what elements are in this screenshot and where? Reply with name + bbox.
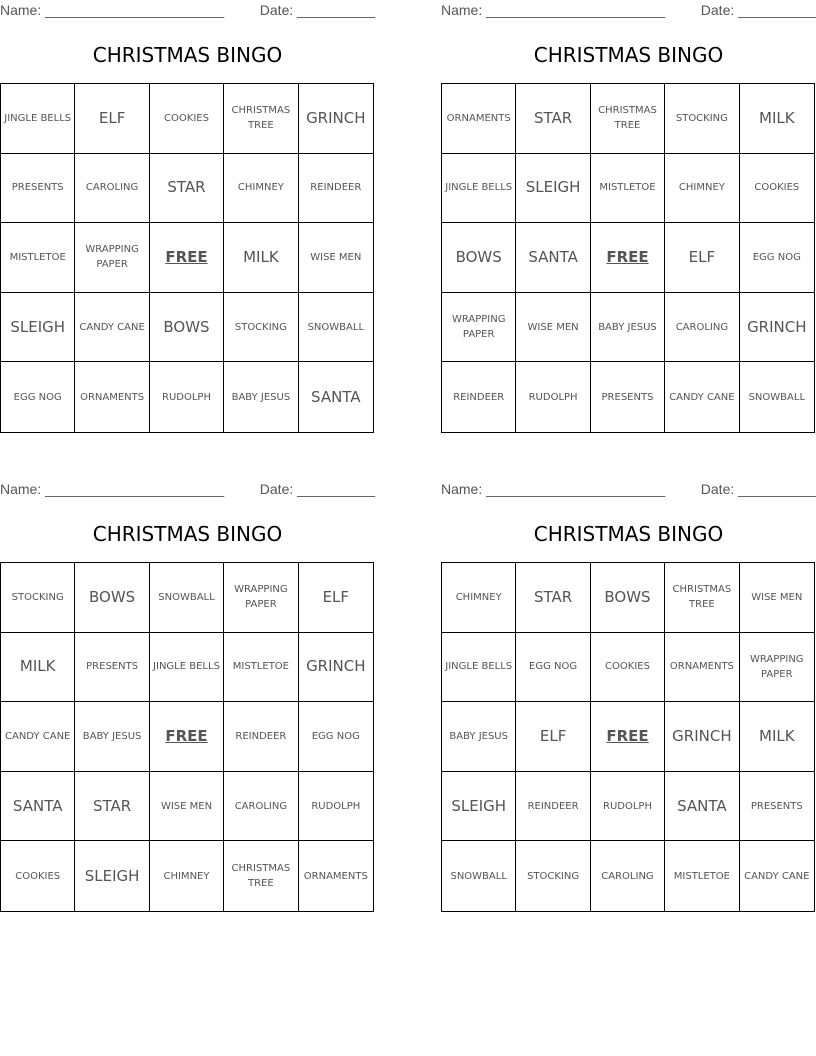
bingo-cell: CAROLING [665,293,739,363]
bingo-cell: SNOWBALL [299,293,373,363]
bingo-cell: WRAPPING PAPER [740,633,814,703]
bingo-cell: COOKIES [1,841,75,911]
bingo-cell: MILK [224,223,298,293]
bingo-cell: GRINCH [740,293,814,363]
bingo-cell: PRESENTS [1,154,75,224]
bingo-cell: CHRISTMAS TREE [224,841,298,911]
bingo-cell: WISE MEN [150,772,224,842]
bingo-cell: GRINCH [299,84,373,154]
bingo-cell: CHRISTMAS TREE [665,563,739,633]
bingo-cell: STOCKING [1,563,75,633]
bingo-cell: BOWS [75,563,149,633]
bingo-cell: WISE MEN [299,223,373,293]
bingo-grid [441,562,815,912]
bingo-cell: SANTA [516,223,590,293]
date-field: Date: __________ [700,481,816,497]
bingo-cell: ELF [665,223,739,293]
bingo-cell: STAR [150,154,224,224]
bingo-cell: GRINCH [665,702,739,772]
bingo-cell: BABY JESUS [75,702,149,772]
bingo-cell: STOCKING [516,841,590,911]
bingo-cell: SLEIGH [442,772,516,842]
bingo-cell: CANDY CANE [744,870,810,882]
bingo-cell: CHRISTMAS TREE [224,84,298,154]
bingo-cell: RUDOLPH [591,772,665,842]
bingo-grid [441,83,815,433]
bingo-cell: STAR [516,84,590,154]
bingo-cell: CHIMNEY [150,841,224,911]
bingo-cell: RUDOLPH [150,362,224,432]
bingo-cell: JINGLE BELLS [1,84,75,154]
bingo-cell: CANDY CANE [665,362,739,432]
bingo-grid [0,562,374,912]
bingo-cell: RUDOLPH [299,772,373,842]
bingo-cell: RUDOLPH [516,362,590,432]
bingo-cell: SNOWBALL [150,563,224,633]
bingo-cell: PRESENTS [740,772,814,842]
bingo-cell: REINDEER [224,702,298,772]
bingo-cell: CANDY CANE [75,293,149,363]
bingo-cell: CHIMNEY [442,563,516,633]
bingo-cell: WISE MEN [516,293,590,363]
bingo-cell: COOKIES [150,84,224,154]
bingo-cell: BOWS [591,563,665,633]
bingo-cell: CAROLING [75,154,149,224]
free-space: FREE [150,702,224,772]
card-title: CHRISTMAS BINGO [92,43,283,67]
bingo-cell: ELF [75,84,149,154]
bingo-cell: SLEIGH [1,293,75,363]
bingo-cell: SNOWBALL [442,841,516,911]
bingo-cell: EGG NOG [299,702,373,772]
bingo-cell: EGG NOG [740,223,814,293]
bingo-cell: SANTA [311,387,361,406]
bingo-cell: COOKIES [591,633,665,703]
bingo-cell: COOKIES [740,154,814,224]
bingo-cell: REINDEER [442,362,516,432]
bingo-cell: MILK [740,84,814,154]
bingo-cell: BABY JESUS [442,702,516,772]
bingo-cell: STAR [516,563,590,633]
bingo-cell: SNOWBALL [748,391,806,403]
card-title: CHRISTMAS BINGO [92,522,283,546]
bingo-cell: JINGLE BELLS [150,633,224,703]
bingo-cell: WISE MEN [740,563,814,633]
bingo-cell: MISTLETOE [665,841,739,911]
bingo-cell: SLEIGH [75,841,149,911]
free-space: FREE [591,702,665,772]
bingo-cell: CHIMNEY [665,154,739,224]
bingo-cell: STOCKING [224,293,298,363]
bingo-cell: ELF [516,702,590,772]
bingo-cell: SLEIGH [516,154,590,224]
bingo-cell: GRINCH [299,633,373,703]
name-field: Name: _______________________ [0,481,225,497]
bingo-cell: ORNAMENTS [75,362,149,432]
bingo-cell: WRAPPING PAPER [224,563,298,633]
free-space: FREE [150,223,224,293]
card-title: CHRISTMAS BINGO [533,522,724,546]
bingo-cell: SANTA [665,772,739,842]
bingo-cell: STAR [75,772,149,842]
date-field: Date: __________ [259,481,375,497]
bingo-cell: PRESENTS [591,362,665,432]
card-header [0,481,375,499]
bingo-cell: JINGLE BELLS [442,154,516,224]
free-space: FREE [591,223,665,293]
bingo-cell: MISTLETOE [591,154,665,224]
card-header [441,2,816,20]
bingo-cell: MISTLETOE [224,633,298,703]
bingo-cell: ORNAMENTS [442,84,516,154]
bingo-cell: CAROLING [591,841,665,911]
bingo-cell: BOWS [442,223,516,293]
bingo-cell: REINDEER [299,154,373,224]
bingo-cell: PRESENTS [75,633,149,703]
date-field: Date: __________ [259,2,375,18]
card-header [441,481,816,499]
bingo-cell: MILK [740,702,814,772]
bingo-cell: WRAPPING PAPER [442,293,516,363]
bingo-cell: MILK [1,633,75,703]
name-field: Name: _______________________ [441,481,666,497]
card-title: CHRISTMAS BINGO [533,43,724,67]
bingo-cell: CANDY CANE [1,702,75,772]
date-field: Date: __________ [700,2,816,18]
bingo-cell: EGG NOG [516,633,590,703]
bingo-cell: CAROLING [224,772,298,842]
bingo-cell: BOWS [150,293,224,363]
bingo-grid [0,83,374,433]
name-field: Name: _______________________ [441,2,666,18]
bingo-cell: STOCKING [665,84,739,154]
bingo-cell: CHRISTMAS TREE [591,84,665,154]
name-field: Name: _______________________ [0,2,225,18]
bingo-cell: JINGLE BELLS [442,633,516,703]
bingo-cell: CHIMNEY [224,154,298,224]
bingo-cell: BABY JESUS [224,362,298,432]
bingo-cell: MISTLETOE [1,223,75,293]
card-header [0,2,375,20]
bingo-cell: ELF [299,563,373,633]
bingo-cell: EGG NOG [1,362,75,432]
bingo-cell: SANTA [1,772,75,842]
bingo-cell: BABY JESUS [591,293,665,363]
bingo-cell: ORNAMENTS [303,870,368,882]
bingo-cell: ORNAMENTS [665,633,739,703]
bingo-cell: WRAPPING PAPER [75,223,149,293]
bingo-cell: REINDEER [516,772,590,842]
